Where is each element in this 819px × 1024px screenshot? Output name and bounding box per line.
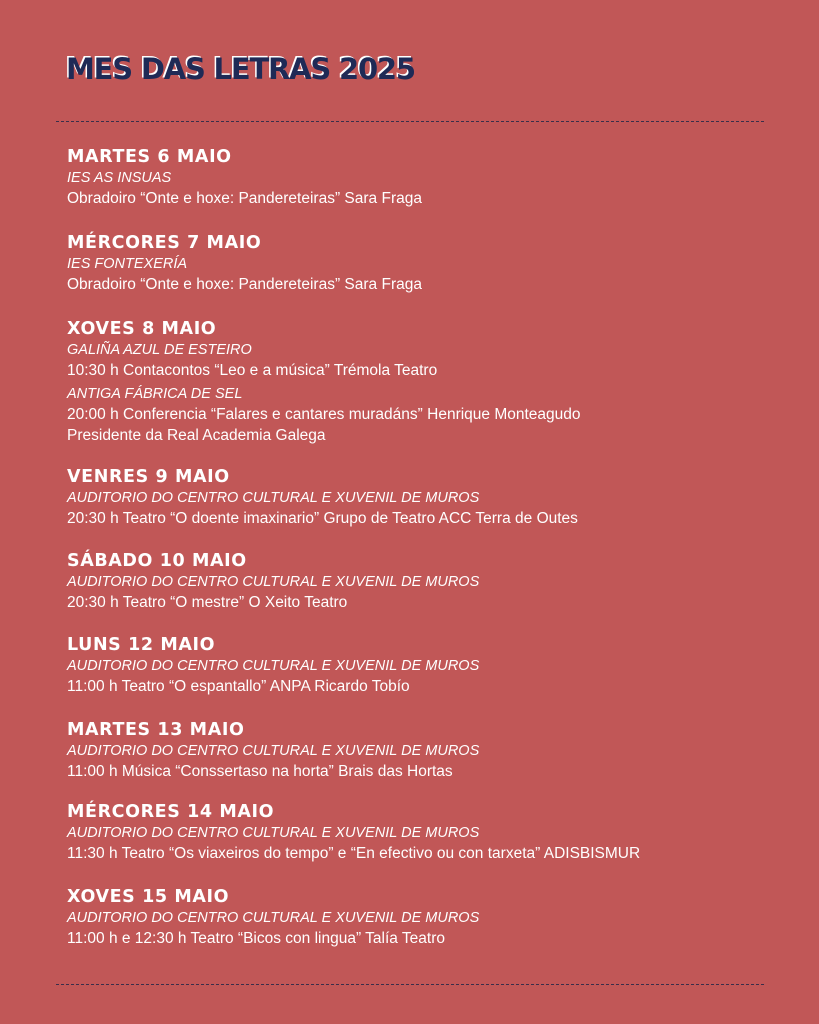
event-venue: ANTIGA FÁBRICA DE SEL xyxy=(67,386,243,402)
day-block xyxy=(67,318,787,446)
day-block xyxy=(67,634,787,697)
event-schedule xyxy=(67,146,787,949)
event-venue: AUDITORIO DO CENTRO CULTURAL E XUVENIL DE MUROS xyxy=(67,825,480,841)
bottom-divider xyxy=(56,984,764,985)
event-description: 10:30 h Contacontos “Leo e a música” Trémola Teatro xyxy=(67,362,438,379)
day-block xyxy=(67,719,787,782)
event-description: 11:30 h Teatro “Os viaxeiros do tempo” e “En efectivo ou con tarxeta” ADISBISMUR xyxy=(67,845,641,862)
event-venue: AUDITORIO DO CENTRO CULTURAL E XUVENIL DE MUROS xyxy=(67,743,480,759)
day-block xyxy=(67,550,787,613)
page-title: MES DAS LETRAS 2025 xyxy=(66,52,415,86)
event-description: 20:30 h Teatro “O doente imaxinario” Grupo de Teatro ACC Terra de Outes xyxy=(67,510,578,527)
event-venue: AUDITORIO DO CENTRO CULTURAL E XUVENIL DE MUROS xyxy=(67,490,480,506)
day-block xyxy=(67,466,787,529)
event-description: 11:00 h e 12:30 h Teatro “Bicos con lingua” Talía Teatro xyxy=(67,930,445,947)
event-description: 11:00 h Teatro “O espantallo” ANPA Ricardo Tobío xyxy=(67,678,410,695)
event-description: Presidente da Real Academia Galega xyxy=(67,427,326,444)
day-block xyxy=(67,801,787,864)
day-title: SÁBADO 10 MAIO xyxy=(67,551,247,571)
event-description: Obradoiro “Onte e hoxe: Pandereteiras” Sara Fraga xyxy=(67,276,422,293)
day-block xyxy=(67,886,787,949)
day-title: MARTES 13 MAIO xyxy=(67,720,245,740)
day-title: XOVES 8 MAIO xyxy=(67,319,217,339)
day-title: MARTES 6 MAIO xyxy=(67,147,232,167)
day-title: MÉRCORES 7 MAIO xyxy=(67,233,262,253)
event-venue: AUDITORIO DO CENTRO CULTURAL E XUVENIL DE MUROS xyxy=(67,910,480,926)
day-title: MÉRCORES 14 MAIO xyxy=(67,802,275,822)
event-venue: AUDITORIO DO CENTRO CULTURAL E XUVENIL DE MUROS xyxy=(67,658,480,674)
event-venue: GALIÑA AZUL DE ESTEIRO xyxy=(67,342,252,358)
day-title: LUNS 12 MAIO xyxy=(67,635,216,655)
day-title: XOVES 15 MAIO xyxy=(67,887,230,907)
day-block xyxy=(67,146,787,209)
event-venue: IES FONTEXERÍA xyxy=(67,256,188,272)
event-venue: AUDITORIO DO CENTRO CULTURAL E XUVENIL DE MUROS xyxy=(67,574,480,590)
top-divider xyxy=(56,121,764,122)
event-description: 20:00 h Conferencia “Falares e cantares muradáns” Henrique Monteagudo xyxy=(67,406,581,423)
day-block xyxy=(67,232,787,295)
event-description: 11:00 h Música “Conssertaso na horta” Brais das Hortas xyxy=(67,763,453,780)
day-title: VENRES 9 MAIO xyxy=(67,467,230,487)
event-venue: IES AS INSUAS xyxy=(67,170,172,186)
event-description: Obradoiro “Onte e hoxe: Pandereteiras” Sara Fraga xyxy=(67,190,422,207)
event-description: 20:30 h Teatro “O mestre” O Xeito Teatro xyxy=(67,594,348,611)
